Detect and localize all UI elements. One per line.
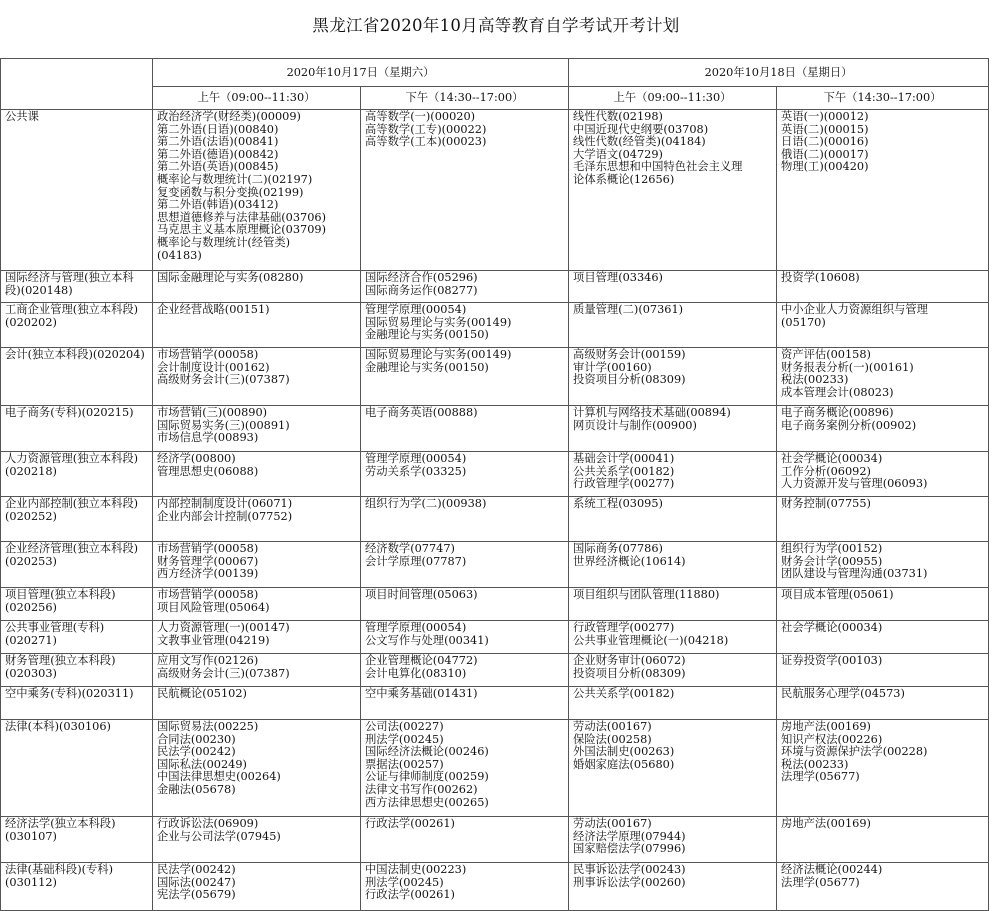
course-line: 金融理论与实务(00150) xyxy=(365,328,489,342)
course-line: 管理思想史(06088) xyxy=(157,464,259,478)
course-line: 组织行为学(00152) xyxy=(781,542,883,555)
course-line: 行政管理学(00277) xyxy=(573,621,675,634)
course-line: 管理学原理(00054) xyxy=(365,621,467,634)
course-line: 民航服务心理学(04573) xyxy=(781,687,905,700)
course-line: 线性代数(02198) xyxy=(573,110,663,123)
course-cell-sun-am xyxy=(569,654,777,687)
course-line: 资产评估(00158) xyxy=(781,348,871,361)
course-line: 国际经济合作(05296) xyxy=(365,271,478,284)
course-line: 行政诉讼法(06909) xyxy=(157,817,259,830)
course-line: 环境与资源保护法学(00228) xyxy=(781,745,928,759)
table-row xyxy=(1,720,989,817)
course-cell-sun-pm xyxy=(777,654,989,687)
course-line: 国际金融理论与实务(08280) xyxy=(157,271,304,284)
schedule-body xyxy=(1,110,989,911)
course-line: 第二外语(韩语)(03412) xyxy=(157,198,279,212)
course-cell-sun-pm xyxy=(777,542,989,588)
course-line: 保险法(00258) xyxy=(573,732,652,746)
course-line: 投资项目分析(08309) xyxy=(573,666,686,680)
course-cell-sun-pm xyxy=(777,621,989,654)
course-line: 刑法学(00245) xyxy=(365,732,444,746)
course-line: 财务会计学(00955) xyxy=(781,554,883,568)
course-line: 公司法(00227) xyxy=(365,720,444,733)
course-line: 市场营销学(00058) xyxy=(157,348,259,361)
course-line: 高级财务会计(三)(07387) xyxy=(157,666,290,680)
major-cell: 公共课 xyxy=(1,110,153,271)
course-line: 高级财务会计(三)(07387) xyxy=(157,373,290,387)
course-line: 高等数学(工本)(00023) xyxy=(365,135,487,149)
course-cell-sat-pm xyxy=(361,110,569,271)
day2-pm-header: 下午（14:30--17:00） xyxy=(777,87,989,110)
course-line: 国际贸易理论与实务(00149) xyxy=(365,315,512,329)
course-line: 应用文写作(02126) xyxy=(157,654,259,667)
major-cell: 企业内部控制(独立本科段)(020252) xyxy=(1,497,153,542)
course-cell-sun-am xyxy=(569,271,777,303)
course-line: 市场营销学(00058) xyxy=(157,588,259,601)
course-cell-sun-pm xyxy=(777,110,989,271)
course-line: 大学语文(04729) xyxy=(573,147,663,161)
course-line: 财务控制(07755) xyxy=(781,497,871,510)
course-line: 西方经济学(00139) xyxy=(157,567,259,581)
course-line: 项目风险管理(05064) xyxy=(157,600,270,614)
course-cell-sat-pm xyxy=(361,303,569,348)
course-line: 网页设计与制作(00900) xyxy=(573,418,697,432)
course-line: 项目组织与团队管理(11880) xyxy=(573,588,720,601)
course-line: 宪法学(05679) xyxy=(157,888,236,902)
course-line: 市场信息学(00893) xyxy=(157,431,259,445)
major-cell: 经济法学(独立本科段)(030107) xyxy=(1,817,153,863)
major-cell: 公共事业管理(专科)(020271) xyxy=(1,621,153,654)
course-line: 民事诉讼法学(00243) xyxy=(573,863,686,876)
course-line: 企业与公司法学(07945) xyxy=(157,829,281,843)
course-line: 国家赔偿法学(07996) xyxy=(573,842,686,856)
course-line: 税法(00233) xyxy=(781,757,849,771)
course-line: 知识产权法(00226) xyxy=(781,732,883,746)
course-line: 第二外语(法语)(00841) xyxy=(157,135,279,149)
course-line: 俄语(二)(00017) xyxy=(781,147,869,161)
course-cell-sun-am xyxy=(569,110,777,271)
course-line: 劳动法(00167) xyxy=(573,817,652,830)
course-cell-sat-am xyxy=(153,110,361,271)
course-line: 房地产法(00169) xyxy=(781,720,871,733)
course-line: 合同法(00230) xyxy=(157,732,236,746)
course-line: 经济学(00800) xyxy=(157,452,236,465)
major-cell: 法律(本科)(030106) xyxy=(1,720,153,817)
day2-am-header: 上午（09:00--11:30） xyxy=(569,87,777,110)
course-cell-sun-pm xyxy=(777,406,989,452)
course-line: 英语(一)(00012) xyxy=(781,110,869,123)
course-cell-sun-am xyxy=(569,863,777,911)
day1-pm-header: 下午（14:30--17:00） xyxy=(361,87,569,110)
course-line: 管理学原理(00054) xyxy=(365,452,467,465)
table-row xyxy=(1,406,989,452)
course-line: 中小企业人力资源组织与管理 xyxy=(781,303,928,316)
course-line: 公共事业管理概论(一)(04218) xyxy=(573,633,729,647)
course-cell-sun-am xyxy=(569,621,777,654)
course-line: 财务报表分析(一)(00161) xyxy=(781,360,914,374)
course-cell-sat-am xyxy=(153,687,361,720)
day2-date-header: 2020年10月18日（星期日） xyxy=(569,59,989,87)
major-cell: 企业经济管理(独立本科段)(020253) xyxy=(1,542,153,588)
major-cell: 空中乘务(专科)(020311) xyxy=(1,687,153,720)
course-line: 会计制度设计(00162) xyxy=(157,360,270,374)
course-line: 电子商务案例分析(00902) xyxy=(781,418,917,432)
course-cell-sat-pm xyxy=(361,687,569,720)
course-line: 基础会计学(00041) xyxy=(573,452,675,465)
course-cell-sat-pm xyxy=(361,863,569,911)
course-line: 行政管理学(00277) xyxy=(573,477,675,491)
course-line: 外国法制史(00263) xyxy=(573,745,675,759)
course-cell-sun-pm xyxy=(777,687,989,720)
table-row xyxy=(1,542,989,588)
course-line: 第二外语(日语)(00840) xyxy=(157,122,279,136)
course-cell-sun-am xyxy=(569,348,777,406)
course-line: 政治经济学(财经类)(00009) xyxy=(157,110,301,123)
course-line: 金融法(05678) xyxy=(157,782,236,796)
course-line: 行政法学(00261) xyxy=(365,817,455,830)
course-cell-sat-am xyxy=(153,817,361,863)
table-row xyxy=(1,348,989,406)
course-line: 财务管理学(00067) xyxy=(157,554,259,568)
course-line: 婚姻家庭法(05680) xyxy=(573,757,675,771)
course-line: 概率论与数理统计(二)(02197) xyxy=(157,172,313,186)
course-line: 复变函数与积分变换(02199) xyxy=(157,185,304,199)
major-cell: 人力资源管理(独立本科段)(020218) xyxy=(1,452,153,497)
course-line: 物理(工)(00420) xyxy=(781,160,869,174)
course-cell-sat-am xyxy=(153,654,361,687)
course-line: 投资学(10608) xyxy=(781,271,860,284)
course-cell-sun-am xyxy=(569,452,777,497)
course-line: 项目管理(03346) xyxy=(573,271,663,284)
course-line: 组织行为学(二)(00938) xyxy=(365,497,487,510)
course-line: 人力资源管理(一)(00147) xyxy=(157,621,290,634)
course-cell-sun-pm xyxy=(777,588,989,621)
course-line: 日语(二)(00016) xyxy=(781,135,869,149)
course-line: 第二外语(德语)(00842) xyxy=(157,147,279,161)
table-row xyxy=(1,497,989,542)
course-line: 国际商务(07786) xyxy=(573,542,663,555)
course-cell-sun-pm xyxy=(777,452,989,497)
table-row xyxy=(1,654,989,687)
course-line: 刑法学(00245) xyxy=(365,875,444,889)
course-line: 项目时间管理(05063) xyxy=(365,588,478,601)
course-line: 民法学(00242) xyxy=(157,863,236,876)
course-cell-sun-am xyxy=(569,687,777,720)
course-line: 市场营销(三)(00890) xyxy=(157,406,268,419)
course-cell-sun-pm xyxy=(777,817,989,863)
course-cell-sat-pm xyxy=(361,621,569,654)
course-line: 社会学概论(00034) xyxy=(781,452,883,465)
course-line: 英语(二)(00015) xyxy=(781,122,869,136)
course-line: 中国近现代史纲要(03708) xyxy=(573,122,709,136)
course-cell-sun-am xyxy=(569,588,777,621)
course-line: 审计学(00160) xyxy=(573,360,652,374)
course-line: 法理学(05677) xyxy=(781,875,860,889)
course-line: 世界经济概论(10614) xyxy=(573,554,686,568)
course-line: 管理学原理(00054) xyxy=(365,303,467,316)
course-cell-sat-pm xyxy=(361,588,569,621)
course-cell-sun-am xyxy=(569,817,777,863)
course-cell-sun-am xyxy=(569,542,777,588)
major-cell: 国际经济与管理(独立本科段)(020148) xyxy=(1,271,153,303)
course-line: 企业经营战略(00151) xyxy=(157,303,270,316)
course-cell-sat-am xyxy=(153,621,361,654)
course-line: 空中乘务基础(01431) xyxy=(365,687,478,700)
table-row xyxy=(1,303,989,348)
course-cell-sat-am xyxy=(153,271,361,303)
course-line: 会计电算化(08310) xyxy=(365,666,467,680)
course-line: 投资项目分析(08309) xyxy=(573,373,686,387)
course-line: 论体系概论(12656) xyxy=(573,172,675,186)
course-line: 国际法(00247) xyxy=(157,875,236,889)
course-cell-sun-pm xyxy=(777,271,989,303)
course-line: 税法(00233) xyxy=(781,373,849,387)
course-line: 电子商务概论(00896) xyxy=(781,406,894,419)
course-cell-sun-pm xyxy=(777,303,989,348)
course-cell-sun-am xyxy=(569,303,777,348)
major-cell: 工商企业管理(独立本科段)(020202) xyxy=(1,303,153,348)
table-row xyxy=(1,621,989,654)
course-cell-sat-am xyxy=(153,452,361,497)
table-row xyxy=(1,863,989,911)
course-cell-sun-pm xyxy=(777,497,989,542)
course-line: 国际商务运作(08277) xyxy=(365,283,478,297)
course-cell-sat-pm xyxy=(361,271,569,303)
course-cell-sun-pm xyxy=(777,720,989,817)
course-line: 高级财务会计(00159) xyxy=(573,348,686,361)
exam-schedule-table xyxy=(0,58,989,911)
course-line: 文教事业管理(04219) xyxy=(157,633,270,647)
course-line: 高等数学(一)(00020) xyxy=(365,110,476,123)
course-line: 马克思主义基本原理概论(03709) xyxy=(157,223,327,237)
course-line: 经济数学(07747) xyxy=(365,542,455,555)
course-cell-sat-pm xyxy=(361,817,569,863)
major-cell: 财务管理(独立本科段)(020303) xyxy=(1,654,153,687)
course-line: 概率论与数理统计(经管类) xyxy=(157,235,291,249)
course-cell-sat-pm xyxy=(361,720,569,817)
course-cell-sat-pm xyxy=(361,497,569,542)
course-cell-sun-pm xyxy=(777,863,989,911)
course-line: 国际贸易实务(三)(00891) xyxy=(157,418,290,432)
course-cell-sat-pm xyxy=(361,452,569,497)
course-line: 市场营销学(00058) xyxy=(157,542,259,555)
course-line: 公证与律师制度(00259) xyxy=(365,770,489,784)
major-cell: 项目管理(独立本科段)(020256) xyxy=(1,588,153,621)
course-line: 团队建设与管理沟通(03731) xyxy=(781,567,928,581)
day1-date-header: 2020年10月17日（星期六） xyxy=(153,59,569,87)
major-cell: 会计(独立本科段)(020204) xyxy=(1,348,153,406)
course-line: 线性代数(经管类)(04184) xyxy=(573,135,706,149)
day1-am-header: 上午（09:00--11:30） xyxy=(153,87,361,110)
table-row xyxy=(1,452,989,497)
course-line: 社会学概论(00034) xyxy=(781,621,883,634)
course-line: 公文写作与处理(00341) xyxy=(365,633,489,647)
major-cell: 法律(基础科段)(专科)(030112) xyxy=(1,863,153,911)
course-cell-sat-am xyxy=(153,497,361,542)
table-row xyxy=(1,110,989,271)
course-line: 经济法学原理(07944) xyxy=(573,829,686,843)
course-cell-sun-am xyxy=(569,497,777,542)
course-line: 质量管理(二)(07361) xyxy=(573,303,684,316)
course-line: 证券投资学(00103) xyxy=(781,654,883,667)
course-cell-sat-pm xyxy=(361,654,569,687)
course-line: 金融理论与实务(00150) xyxy=(365,360,489,374)
course-line: 民法学(00242) xyxy=(157,745,236,759)
course-line: 民航概论(05102) xyxy=(157,687,247,700)
course-line: 人力资源开发与管理(06093) xyxy=(781,477,928,491)
course-line: 法律文书写作(00262) xyxy=(365,782,478,796)
course-line: 电子商务英语(00888) xyxy=(365,406,478,419)
course-line: 毛泽东思想和中国特色社会主义理 xyxy=(573,160,743,174)
course-line: 法理学(05677) xyxy=(781,770,860,784)
course-cell-sat-am xyxy=(153,303,361,348)
course-cell-sun-am xyxy=(569,406,777,452)
table-row xyxy=(1,817,989,863)
course-line: 企业内部会计控制(07752) xyxy=(157,509,293,523)
course-line: 公共关系学(00182) xyxy=(573,464,675,478)
course-line: 工作分析(06092) xyxy=(781,464,871,478)
course-line: 国际贸易理论与实务(00149) xyxy=(365,348,512,361)
course-line: 国际经济法概论(00246) xyxy=(365,745,489,759)
course-line: 内部控制制度设计(06071) xyxy=(157,497,293,510)
page-title: 黑龙江省2020年10月高等教育自学考试开考计划 xyxy=(312,16,680,35)
table-row xyxy=(1,271,989,303)
course-line: 国际私法(00249) xyxy=(157,757,247,771)
course-cell-sat-pm xyxy=(361,542,569,588)
course-line: 成本管理会计(08023) xyxy=(781,385,894,399)
course-cell-sun-pm xyxy=(777,348,989,406)
course-cell-sat-am xyxy=(153,588,361,621)
course-line: 票据法(00257) xyxy=(365,757,444,771)
course-line: 系统工程(03095) xyxy=(573,497,663,510)
course-line: 思想道德修养与法律基础(03706) xyxy=(157,210,327,224)
course-line: 行政法学(00261) xyxy=(365,888,455,902)
course-cell-sat-am xyxy=(153,348,361,406)
course-line: 劳动关系学(03325) xyxy=(365,464,467,478)
course-line: (05170) xyxy=(781,315,826,329)
course-cell-sat-am xyxy=(153,542,361,588)
major-cell: 电子商务(专科)(020215) xyxy=(1,406,153,452)
course-line: 项目成本管理(05061) xyxy=(781,588,894,601)
course-line: 西方法律思想史(00265) xyxy=(365,795,489,809)
major-header-cell xyxy=(1,59,153,110)
course-line: 刑事诉讼法学(00260) xyxy=(573,875,686,889)
course-line: 计算机与网络技术基础(00894) xyxy=(573,406,731,419)
course-cell-sat-pm xyxy=(361,348,569,406)
course-cell-sat-am xyxy=(153,863,361,911)
course-cell-sat-am xyxy=(153,406,361,452)
course-line: 中国法制史(00223) xyxy=(365,863,467,876)
course-line: 企业财务审计(06072) xyxy=(573,654,686,667)
course-cell-sun-am xyxy=(569,720,777,817)
course-line: (04183) xyxy=(157,248,202,262)
table-row xyxy=(1,687,989,720)
course-line: 国际贸易法(00225) xyxy=(157,720,259,733)
course-line: 劳动法(00167) xyxy=(573,720,652,733)
course-line: 企业管理概论(04772) xyxy=(365,654,478,667)
course-line: 房地产法(00169) xyxy=(781,817,871,830)
course-line: 高等数学(工专)(00022) xyxy=(365,122,487,136)
course-line: 中国法律思想史(00264) xyxy=(157,770,281,784)
course-line: 经济法概论(00244) xyxy=(781,863,883,876)
course-cell-sat-am xyxy=(153,720,361,817)
course-line: 第二外语(英语)(00845) xyxy=(157,160,279,174)
course-cell-sat-pm xyxy=(361,406,569,452)
table-row xyxy=(1,588,989,621)
course-line: 公共关系学(00182) xyxy=(573,687,675,700)
course-line: 会计学原理(07787) xyxy=(365,554,467,568)
